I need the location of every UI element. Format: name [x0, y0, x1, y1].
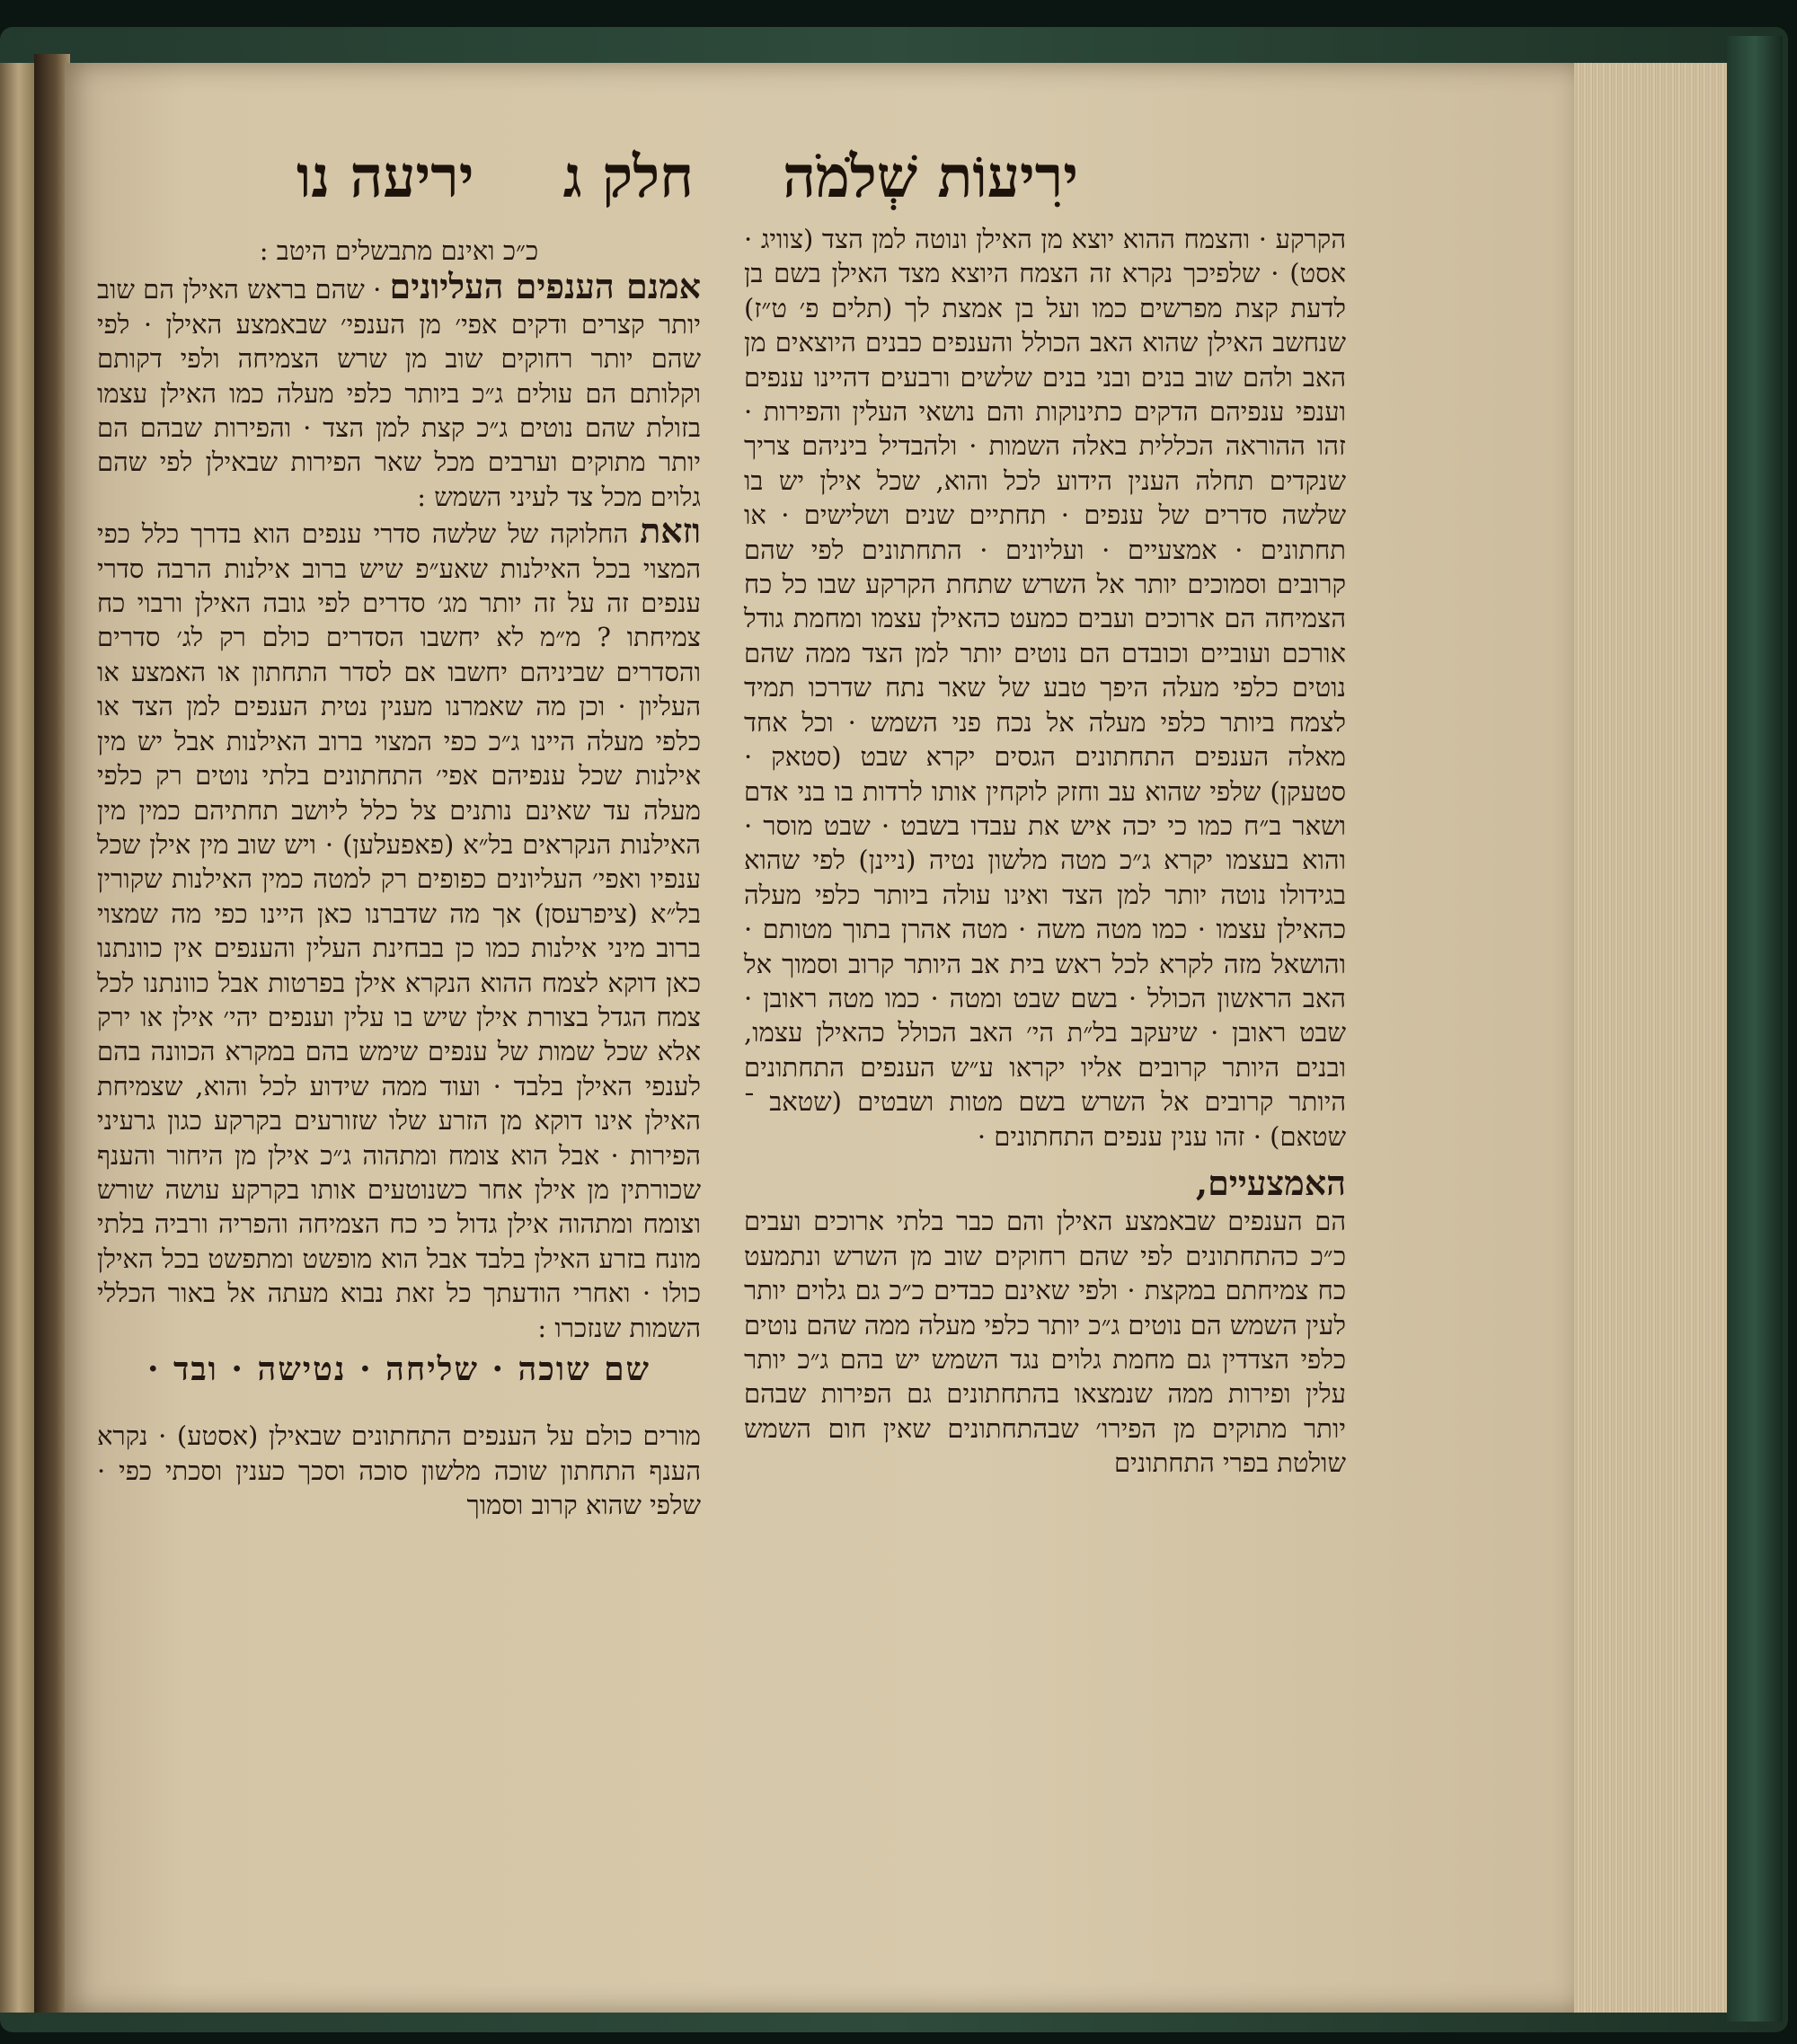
right-column-subhead: האמצעיים,	[1195, 1162, 1346, 1203]
left-column-text-1: · שהם בראש האילן הם שוב יותר קצרים ודקים אפי׳ מן הענפי׳ שבאמצע האילן · לפי שהם יותר רחוקים שוב מן שרש הצמיחה ולפי דקותם וקלותם הם עולים ג״כ ביותר כלפי מעלה כמו האילן עצמו בזולת שהם נוטים ג״כ קצת למן הצד · והפירות שבהם הם יותר מתוקים וערבים מכל שאר הפירות שבאילן לפי שהם גלוים מכל צד לעיני השמש :	[97, 274, 701, 512]
left-column-text-3: מורים כולם על הענפים התחתונים שבאילן (אסטע) · נקרא הענף התחתון שוכה מלשון סוכה וסכך כענין וסכתי כפי · שלפי שהוא קרוב וסמוך	[97, 1420, 701, 1521]
cover-edge	[1727, 36, 1783, 2022]
right-column	[744, 222, 1346, 1481]
running-header	[297, 135, 1078, 220]
left-column-paragraph-1	[97, 266, 701, 514]
left-column-text-2: החלוקה של שלשה סדרי ענפים הוא בדרך כלל כפי המצוי בכל האילנות שאע״פ שיש ברוב אילנות הרבה סדרי ענפים זה על זה יותר מג׳ סדרים לפי גובה האילן ורבוי כח צמיחתו ? מ״מ לא יחשבו הסדרים כולם רק לג׳ סדרים והסדרים שביניהם יחשבו אם לסדר התחתון או האמצע או העליון · וכן מה שאמרנו מענין נטית הענפים למן הצד או כלפי מעלה היינו ג״כ כפי המצוי ברוב האילנות אבל יש מין אילנות שכל ענפיהם אפי׳ התחתונים בלתי נוטים רק כלפי מעלה עד שאינם נותנים צל כלל ליושב תחתיהם כמין מין האילנות הנקראים בל״א (פאפעלען) · ויש שוב מין אילן שכל ענפיו ואפי׳ העליונים כפופים רק למטה כמין האילנות שקורין בל״א (ציפרעסן) אך מה שדברנו כאן היינו כפי מה שמצוי ברוב מיני אילנות כמו כן בבחינת העלין והענפים אין כוונתנו כאן דוקא לצמח ההוא הנקרא אילן בפרטות אבל כוונתנו לכל צמח הגדל בצורת אילן שיש בו עלין וענפים יהי׳ אילן או ירק אלא שכל שמות של ענפים שימש בהם במקרא הכוונה בהם לענפי האילן בלבד · ועוד ממה שידוע לכל והוא, שצמיחת האילן אינו דוקא מן הזרע שלו שזורעים בקרקע כגון גרעיני הפירות · אבל הוא צומח ומתהוה ג״כ אילן מן היחור והענף שכורתין מן אילן אחר כשנוטעים אותו בקרקע עושה שורש וצומח ומתהוה אילן גדול כי כח הצמיחה והפריה ורביה בלתי מונח בזרע האילן בלבד אבל הוא מופשט ומתפשט בכל האילן כולו · ואחרי הודעתך כל זאת נבוא מעתה אל באור הכללי השמות שנזכרו :	[97, 518, 701, 1343]
left-column-top-line: כ״כ ואינם מתבשלים היטב :	[259, 235, 539, 266]
previous-page-edge	[0, 63, 34, 2013]
left-column-paragraph-2	[97, 510, 701, 1345]
lead-word-2: וזאת	[640, 510, 701, 552]
right-column-text-2: הם הענפים שבאמצע האילן והם כבר בלתי ארוכים ועבים כ״כ כהתחתונים לפי שהם רחוקים שוב מן השרש ונתמעט כח צמיחתם במקצת · ולפי שאינם כבדים כ״כ גם גלוים יותר לעין השמש הם נוטים ג״כ יותר כלפי מעלה ממה שהם נוטים כלפי הצדדין גם מחמת גלוים נגד השמש יש בהם ג״כ יותר עלין ופירות ממה שנמצאו בהתחתונים גם הפירות שבהם יותר מתוקים מן הפירו׳ שבהתחתונים שאין חום השמש שולטת בפרי התחתונים	[744, 1206, 1346, 1479]
left-column	[97, 234, 701, 1523]
section-label: חלק ג	[562, 144, 695, 211]
names-list-line: שם שוכה · שליחה · נטישה · ובד ·	[146, 1350, 651, 1388]
book-title: ירִיעוֹת שְׁלֹמֹה	[783, 144, 1078, 211]
lead-word: אמנם הענפים העליונים	[389, 266, 701, 307]
page-block-edges	[1574, 63, 1727, 2013]
entry-label: יריעה נו	[297, 144, 474, 211]
right-column-text: הקרקע · והצמח ההוא יוצא מן האילן ונוטה למן הצד (צוויג · אסט) · שלפיכך נקרא זה הצמח היוצא מצד האילן בשם בן לדעת קצת מפרשים כמו ועל בן אמצת לך (תלים פ׳ ט״ז) שנחשב האילן שהוא האב הכולל והענפים כבנים היוצאים מן האב ולהם שוב בנים ובני בנים שלשים ורבעים דהיינו ענפים וענפי ענפיהם הדקים כתינוקות והם נושאי העלין והפירות · זהו ההוראה הכללית באלה השמות · ולהבדיל ביניהם צריך שנקדים תחלה הענין הידוע לכל והוא, שכל אילן יש בו שלשה סדרים של ענפים · תחתיים שנים ושלישים · או תחתונים · אמצעיים · ועליונים · התחתונים לפי שהם קרובים וסמוכים יותר אל השרש שתחת הקרקע שבו כל כח הצמיחה הם ארוכים ועבים כמעט כהאילן עצמו ומחמת גודל אורכם ועוביים וכובדם הם נוטים יותר למן הצד ממה שהם נוטים כלפי מעלה היפך טבע של שאר נתח שדרכו תמיד לצמח ביותר כלפי מעלה אל נכח פני השמש · וכל אחד מאלה הענפים התחתונים הגסים יקרא שבט (סטאק · סטעקן) שלפי שהוא עב וחזק לוקחין אותו לרדות בו בני אדם ושאר ב״ח כמו כי יכה איש את עבדו בשבט · שבט מוסר · והוא בעצמו יקרא ג״כ מטה מלשון נטיה (ניינן) לפי שהוא בגידולו נוטה יותר למן הצד ואינו עולה ביותר כלפי מעלה כהאילן עצמו · כמו מטה משה · מטה אהרן בתוך מטותם · והושאל מזה לקרא לכל ראש בית אב היותר קרוב וסמוך אל האב הראשון הכולל · בשם שבט ומטה · כמו מטה ראובן · שבט ראובן · שיעקב בל״ת הי׳ האב הכולל כהאילן עצמו, ובנים היותר קרובים אליו יקראו ע״ש הענפים התחתונים היותר קרובים אל השרש בשם מטות ושבטים (שטאב ־ שטאם) · זהו ענין ענפים התחתונים ·	[744, 224, 1346, 1152]
